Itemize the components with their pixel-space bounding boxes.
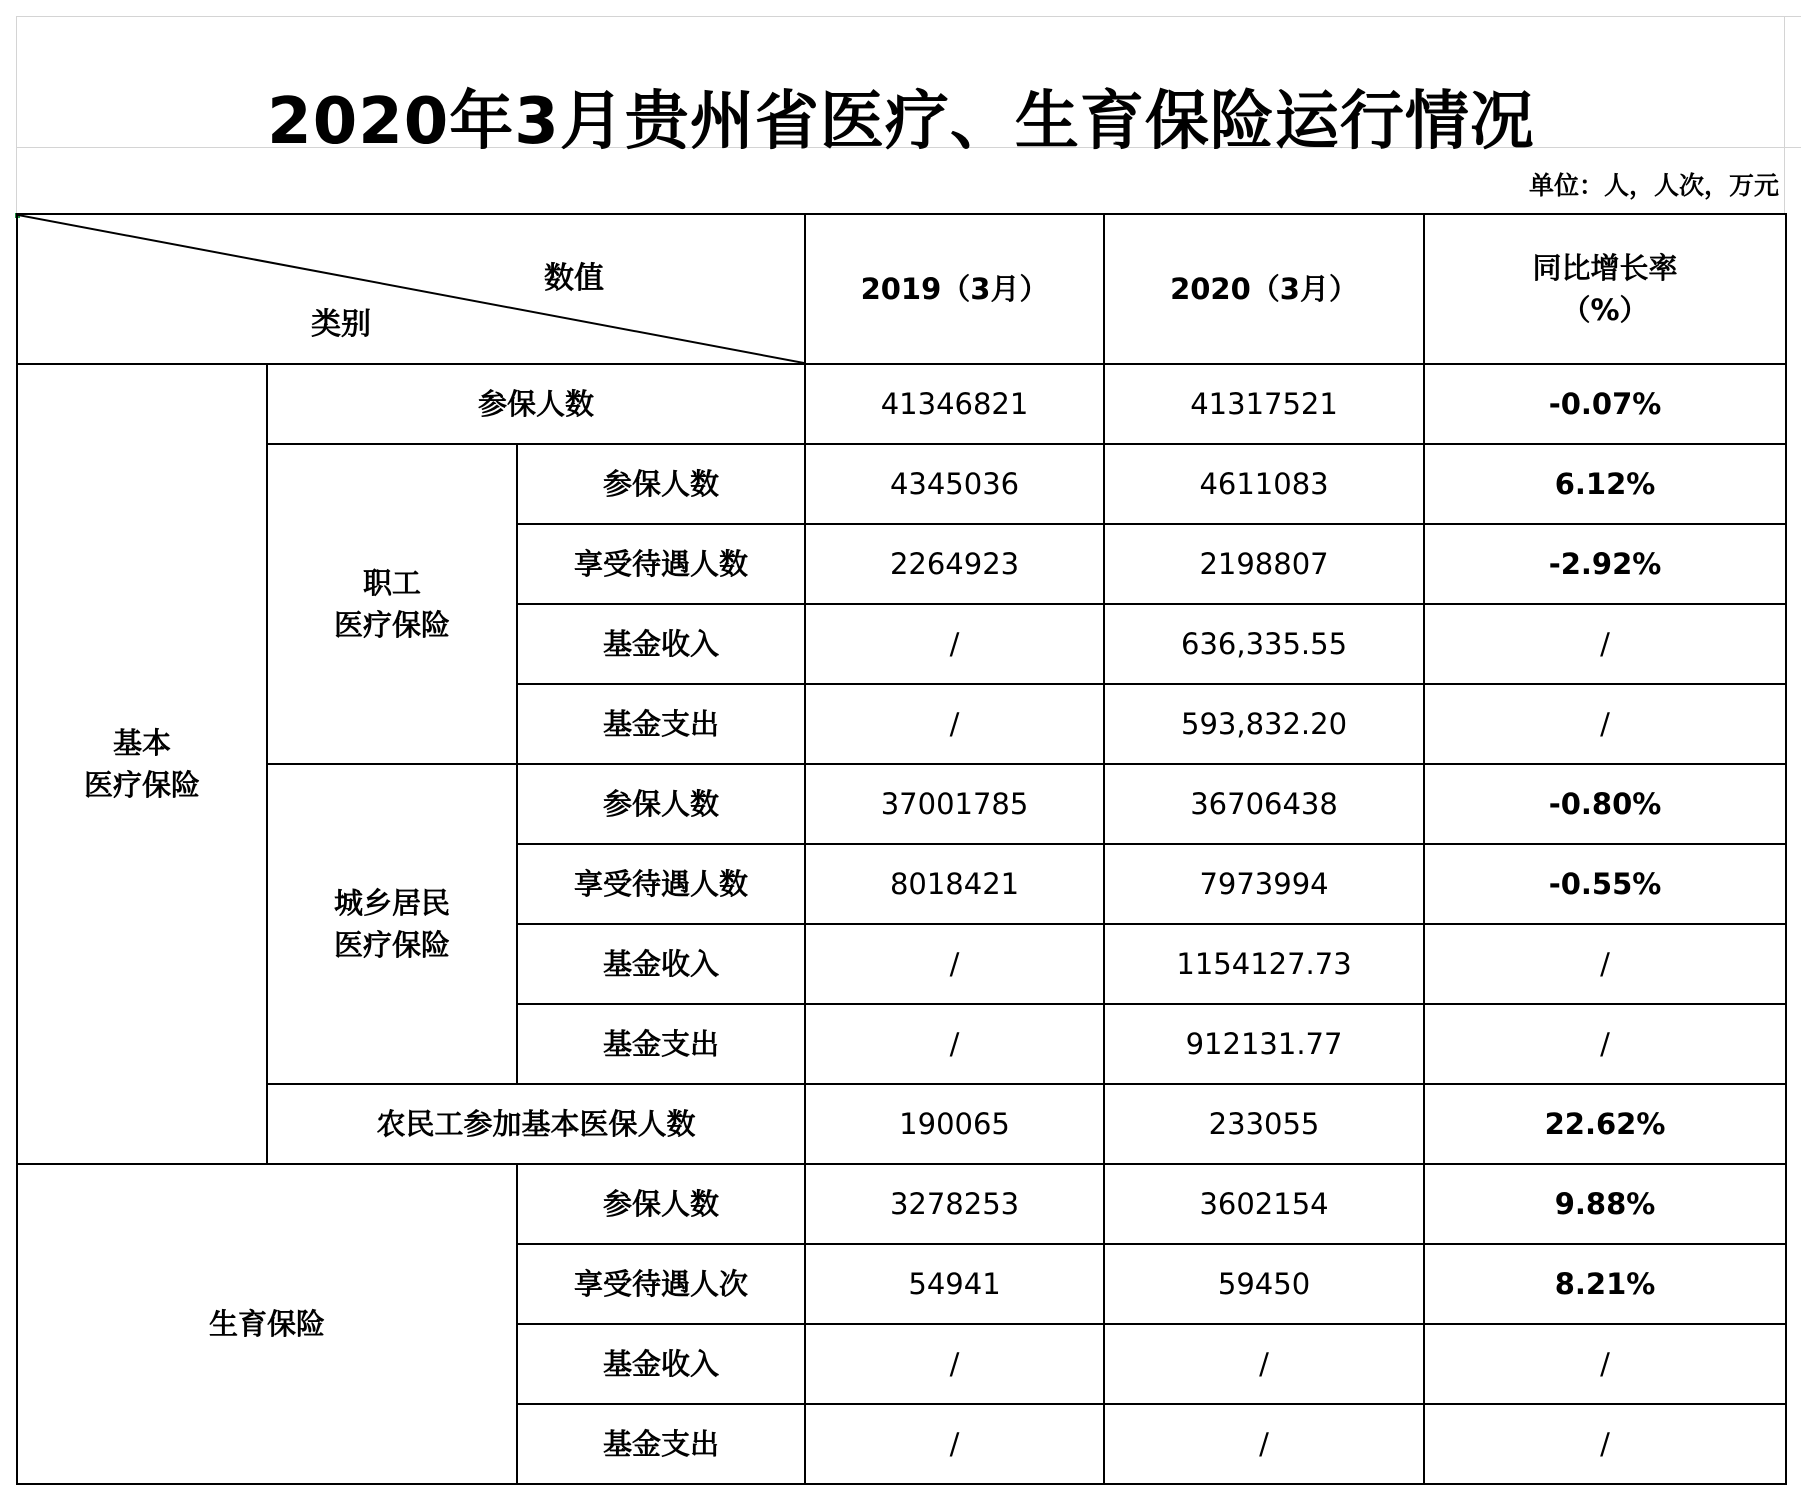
value-2020: 593,832.20 [1104, 684, 1424, 764]
header-category-label: 类别 [311, 307, 371, 342]
row-label: 参保人数 [517, 764, 805, 844]
value-2020: 36706438 [1104, 764, 1424, 844]
growth-rate: / [1424, 684, 1786, 764]
row-label: 农民工参加基本医保人数 [267, 1084, 805, 1164]
row-label: 享受待遇人数 [517, 524, 805, 604]
value-2019: 2264923 [805, 524, 1104, 604]
row-label: 参保人数 [267, 364, 805, 444]
sheet-gridline [16, 16, 1801, 17]
value-2019: 54941 [805, 1244, 1104, 1324]
row-label: 基金支出 [517, 1004, 805, 1084]
growth-rate: / [1424, 1324, 1786, 1404]
section-basic-medical: 基本 医疗保险 [17, 364, 267, 1164]
growth-rate: -2.92% [1424, 524, 1786, 604]
value-2019: / [805, 1324, 1104, 1404]
value-2020: 41317521 [1104, 364, 1424, 444]
value-2020: / [1104, 1324, 1424, 1404]
value-2019: / [805, 924, 1104, 1004]
section-employee-medical: 职工 医疗保险 [267, 444, 517, 764]
growth-rate: -0.07% [1424, 364, 1786, 444]
value-2020: 233055 [1104, 1084, 1424, 1164]
section-maternity: 生育保险 [17, 1164, 517, 1484]
growth-rate: 8.21% [1424, 1244, 1786, 1324]
row-label: 基金支出 [517, 684, 805, 764]
growth-rate: / [1424, 924, 1786, 1004]
growth-rate: -0.55% [1424, 844, 1786, 924]
insurance-table [16, 213, 1787, 1485]
growth-rate: / [1424, 1004, 1786, 1084]
row-label: 享受待遇人数 [517, 844, 805, 924]
table-row [17, 444, 1786, 524]
table-header-row [17, 214, 1786, 364]
value-2020: 636,335.55 [1104, 604, 1424, 684]
value-2020: 1154127.73 [1104, 924, 1424, 1004]
value-2019: 8018421 [805, 844, 1104, 924]
diagonal-header-cell [17, 214, 805, 364]
value-2019: 190065 [805, 1084, 1104, 1164]
header-2019: 2019（3月） [805, 214, 1104, 364]
value-2020: 4611083 [1104, 444, 1424, 524]
value-2020: 3602154 [1104, 1164, 1424, 1244]
growth-rate: 22.62% [1424, 1084, 1786, 1164]
table-row [17, 364, 1786, 444]
table-row [17, 1084, 1786, 1164]
table-row [17, 764, 1786, 844]
header-growth: 同比增长率 （%） [1424, 214, 1786, 364]
row-label: 参保人数 [517, 444, 805, 524]
header-2020: 2020（3月） [1104, 214, 1424, 364]
row-label: 基金支出 [517, 1404, 805, 1484]
value-2020: 59450 [1104, 1244, 1424, 1324]
header-value-label: 数值 [544, 261, 604, 296]
diagonal-divider [18, 215, 804, 363]
value-2019: 37001785 [805, 764, 1104, 844]
value-2020: / [1104, 1404, 1424, 1484]
value-2019: 3278253 [805, 1164, 1104, 1244]
value-2019: / [805, 684, 1104, 764]
row-label: 基金收入 [517, 924, 805, 1004]
section-resident-medical: 城乡居民 医疗保险 [267, 764, 517, 1084]
growth-rate: / [1424, 604, 1786, 684]
growth-rate: 9.88% [1424, 1164, 1786, 1244]
row-label: 基金收入 [517, 1324, 805, 1404]
growth-rate: -0.80% [1424, 764, 1786, 844]
table-row [17, 1164, 1786, 1244]
value-2019: / [805, 604, 1104, 684]
growth-rate: / [1424, 1404, 1786, 1484]
value-2020: 912131.77 [1104, 1004, 1424, 1084]
value-2019: 41346821 [805, 364, 1104, 444]
row-label: 基金收入 [517, 604, 805, 684]
value-2019: 4345036 [805, 444, 1104, 524]
row-label: 参保人数 [517, 1164, 805, 1244]
row-label: 享受待遇人次 [517, 1244, 805, 1324]
value-2020: 7973994 [1104, 844, 1424, 924]
value-2019: / [805, 1004, 1104, 1084]
page-title: 2020年3月贵州省医疗、生育保险运行情况 [267, 85, 1535, 159]
growth-rate: 6.12% [1424, 444, 1786, 524]
value-2020: 2198807 [1104, 524, 1424, 604]
unit-note: 单位：人，人次，万元 [1528, 171, 1779, 200]
value-2019: / [805, 1404, 1104, 1484]
